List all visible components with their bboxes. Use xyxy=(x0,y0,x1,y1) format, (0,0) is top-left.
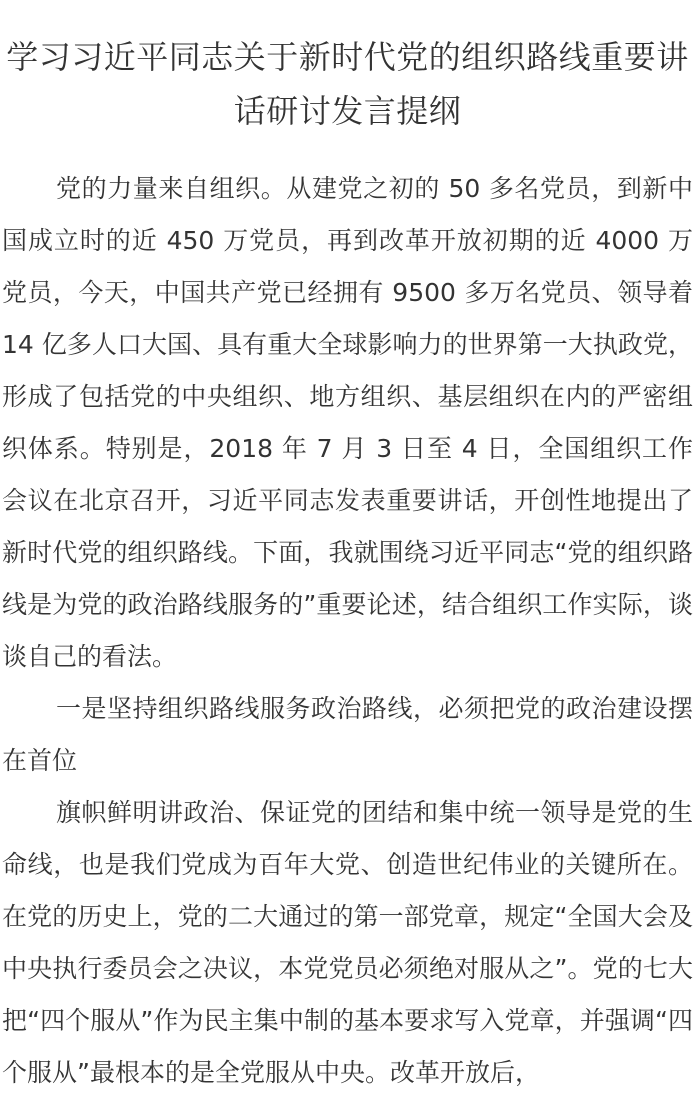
paragraph-intro: 党的力量来自组织。从建党之初的 50 多名党员，到新中国成立时的近 450 万党员，再到改革开放初期的近 4000 万党员，今天，中国共产党已经拥有 9500 多万名党员、领导着 14 亿多人口大国、具有重大全球影响力的世界第一大执政党，形成了包括党的中央组织、地方组织、基层组织在内的严密组织体系。特别是，2018 年 7 月 3 日至 4 日，全国组织工作会议在北京召开，习近平同志发表重要讲话，开创性地提出了新时代党的组织路线。下面，我就围绕习近平同志“党的组织路线是为党的政治路线服务的”重要论述，结合组织工作实际，谈谈自己的看法。 xyxy=(2,174,693,671)
paragraph-section-heading: 一是坚持组织路线服务政治路线，必须把党的政治建设摆在首位 xyxy=(2,694,693,775)
paragraph-political-construction: 旗帜鲜明讲政治、保证党的团结和集中统一领导是党的生命线，也是我们党成为百年大党、创造世纪伟业的关键所在。在党的历史上，党的二大通过的第一部党章，规定“全国大会及中央执行委员会之决议，本党党员必须绝对服从之”。党的七大把“四个服从”作为民主集中制的基本要求写入党章，并强调“四个服从”最根本的是全党服从中央。改革开放后， xyxy=(2,798,693,1087)
article-title: 学习习近平同志关于新时代党的组织路线重要讲话研讨发言提纲 xyxy=(6,38,689,130)
article-body xyxy=(2,163,693,1099)
